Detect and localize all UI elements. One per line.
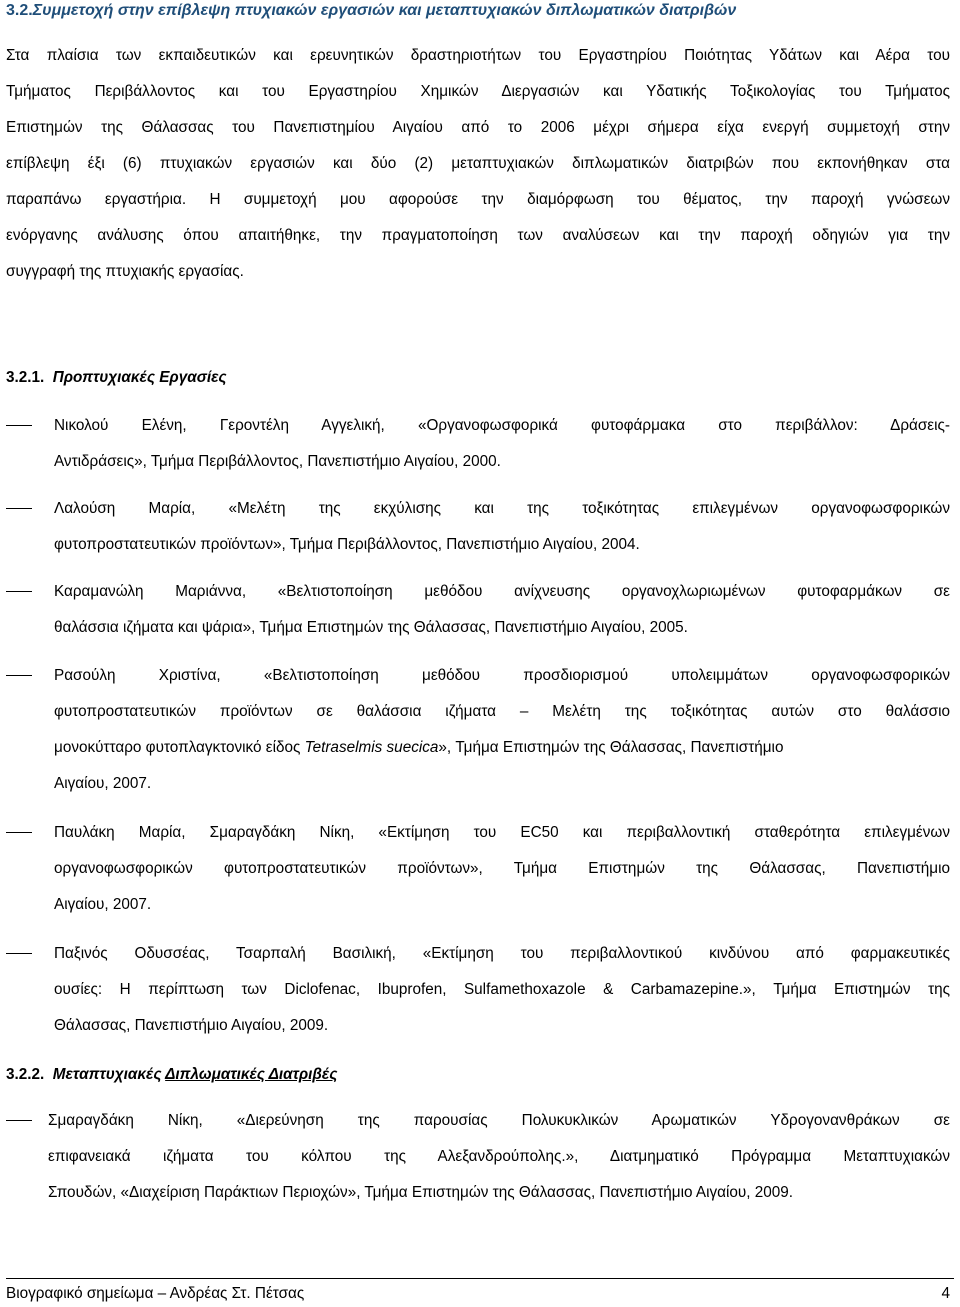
entry-line: Αιγαίου, 2007. xyxy=(54,775,152,792)
undergrad-number: 3.2.1. xyxy=(6,369,45,386)
dash-bullet xyxy=(6,953,32,954)
dash-bullet xyxy=(6,591,32,592)
intro-line: ενόργανης ανάλυσης όπου απαιτήθηκε, την πραγματοποίηση των αναλύσεων και την παροχή οδηγιών για την xyxy=(6,227,950,244)
dash-bullet xyxy=(6,1120,32,1121)
entry-line: οργανοφωσφορικών φυτοπροστατευτικών προϊόντων», Τμήμα Επιστημών της Θάλασσας, Πανεπιστήμιο xyxy=(54,860,950,877)
intro-line: Στα πλαίσια των εκπαιδευτικών και ερευνητικών δραστηριοτήτων του Εργαστηρίου Ποιότητας Υδάτων και Αέρα του xyxy=(6,47,950,64)
entry-line: Ρασούλη Χριστίνα, «Βελτιστοποίηση μεθόδου προσδιορισμού υπολειμμάτων οργανοφωσφορικών xyxy=(54,667,950,684)
entry-line: επιφανειακά ιζήματα του κόλπου της Αλεξανδρούπολης.», Διατμηματικό Πρόγραμμα Μεταπτυχιακών xyxy=(48,1148,950,1165)
entry-line: Καραμανώλη Μαριάννα, «Βελτιστοποίηση μεθόδου ανίχνευσης οργανοχλωριωμένων φυτοφαρμάκων σε xyxy=(54,583,950,600)
species-name: Tetraselmis suecica xyxy=(304,739,439,756)
entry-line: φυτοπροστατευτικών προϊόντων σε θαλάσσια ιζήματα – Μελέτη της τοξικότητας αυτών στο θαλάσσιο xyxy=(54,703,950,720)
page-number: 4 xyxy=(941,1285,950,1302)
postgrad-title-part2: Διπλωματικές Διατριβές xyxy=(165,1066,338,1083)
page-footer xyxy=(6,1283,954,1305)
entry-line: Σπουδών, «Διαχείριση Παράκτιων Περιοχών», Τμήμα Επιστημών της Θάλασσας, Πανεπιστήμιο Αιγαίου, 2009. xyxy=(48,1184,794,1201)
entry-line: Λαλούση Μαρία, «Μελέτη της εκχύλισης και της τοξικότητας επιλεγμένων οργανοφωσφορικών xyxy=(54,500,950,517)
entry-line: Θάλασσας, Πανεπιστήμιο Αιγαίου, 2009. xyxy=(54,1017,329,1034)
entry-line: θαλάσσια ιζήματα και ψάρια», Τμήμα Επιστημών της Θάλασσας, Πανεπιστήμιο Αιγαίου, 2005. xyxy=(54,619,688,636)
dash-bullet xyxy=(6,425,32,426)
entry-line: Αιγαίου, 2007. xyxy=(54,896,152,913)
entry-line: Παυλάκη Μαρία, Σμαραγδάκη Νίκη, «Εκτίμηση του EC50 και περιβαλλοντική σταθερότητα επιλεγμένων xyxy=(54,824,950,841)
intro-line: επίβλεψη έξι (6) πτυχιακών εργασιών και δύο (2) μεταπτυχιακών διπλωματικών διατριβών που εκπονήθηκαν στα xyxy=(6,155,950,172)
intro-paragraph xyxy=(6,38,950,290)
entry-line: Νικολού Ελένη, Γεροντέλη Αγγελική, «Οργανοφωσφορικά φυτοφάρμακα στο περιβάλλον: Δράσεις- xyxy=(54,417,950,434)
postgrad-heading xyxy=(6,1064,337,1086)
footer-divider xyxy=(6,1278,954,1279)
footer-text: Βιογραφικό σημείωμα – Ανδρέας Στ. Πέτσας xyxy=(6,1285,305,1302)
intro-line: παραπάνω εργαστήρια. Η συμμετοχή μου αφορούσε την διαμόρφωση του θέματος, την παροχή γνώσεων xyxy=(6,191,950,208)
intro-line: Επιστημών της Θάλασσας του Πανεπιστημίου Αιγαίου από το 2006 μέχρι σήμερα είχα ενεργή συμμετοχή στην xyxy=(6,119,950,136)
entry-line: φυτοπροστατευτικών προϊόντων», Τμήμα Περιβάλλοντος, Πανεπιστήμιο Αιγαίου, 2004. xyxy=(54,536,640,553)
dash-bullet xyxy=(6,675,32,676)
undergrad-heading xyxy=(6,367,227,389)
postgrad-number: 3.2.2. xyxy=(6,1066,45,1083)
intro-line: συγγραφή της πτυχιακής εργασίας. xyxy=(6,263,244,280)
entry-line xyxy=(54,730,950,766)
postgrad-title-part1: Μεταπτυχιακές xyxy=(52,1066,166,1083)
dash-bullet xyxy=(6,508,32,509)
entry-line: ουσίες: Η περίπτωση των Diclofenac, Ibuprofen, Sulfamethoxazole & Carbamazepine.», Τμήμα Επιστημών της xyxy=(54,981,950,998)
section-title: Συμμετοχή στην επίβλεψη πτυχιακών εργασιών και μεταπτυχιακών διπλωματικών διατριβών xyxy=(32,2,737,19)
entry-line-head: μονοκύτταρο φυτοπλαγκτονικό είδος xyxy=(54,739,305,756)
entry-line: Αντιδράσεις», Τμήμα Περιβάλλοντος, Πανεπιστήμιο Αιγαίου, 2000. xyxy=(54,453,501,470)
section-heading xyxy=(6,0,960,22)
entry-line: Σμαραγδάκη Νίκη, «Διερεύνηση της παρουσίας Πολυκυκλικών Αρωματικών Υδρογονανθράκων σε xyxy=(48,1112,950,1129)
intro-line: Τμήματος Περιβάλλοντος και του Εργαστηρίου Χημικών Διεργασιών και Υδατικής Τοξικολογίας του Τμήματος xyxy=(6,83,950,100)
section-number: 3.2. xyxy=(6,2,33,19)
entry-line: Παξινός Οδυσσέας, Τσαρπαλή Βασιλική, «Εκτίμηση του περιβαλλοντικού κινδύνου από φαρμακευτικές xyxy=(54,945,950,962)
entry-line-tail: », Τμήμα Επιστημών της Θάλασσας, Πανεπιστήμιο xyxy=(438,739,784,756)
undergrad-title: Προπτυχιακές Εργασίες xyxy=(52,369,227,386)
dash-bullet xyxy=(6,832,32,833)
